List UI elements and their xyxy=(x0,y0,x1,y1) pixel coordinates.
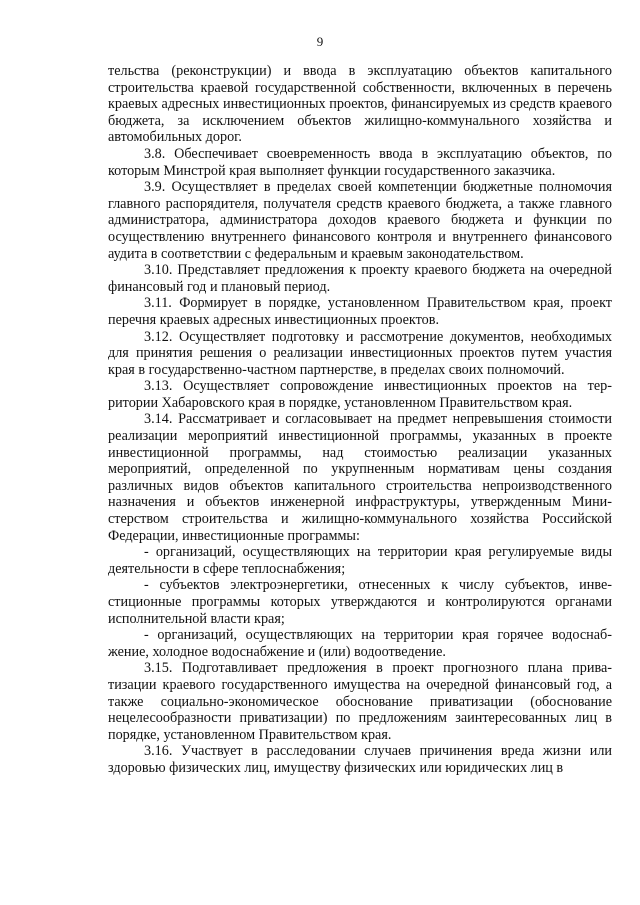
paragraph-0: тельства (реконструкции) и ввода в эксплуатацию объектов капитального строительства краевой государственной собственности, включенных в перечень краевых адресных инвестиционных проектов, финансируемых из средств краевого бюджета, за исключением объектов жилищно-коммунального хозяйства и автомобильных дорог. xyxy=(108,63,612,146)
document-body xyxy=(108,63,612,777)
paragraph-3-15: 3.15. Подготавливает предложения в проект прогнозного плана приватизации краевого государственного имущества на очередной финансовый год, а также социально-экономическое обоснование приватизации (обоснование нецелесообразности приватизации) по предложениям заинтересованных лиц в порядке, установленном Правительством края. xyxy=(108,660,612,743)
paragraph-3-8: 3.8. Обеспечивает своевременность ввода в эксплуатацию объектов, по которым Минстрой края выполняет функции государственного заказчика. xyxy=(108,145,612,179)
list-item-electric-power: - субъектов электроэнергетики, отнесенных к числу субъектов, инвестиционные программы которых утверждаются и контролируются органами исполнительной власти края; xyxy=(108,577,612,627)
paragraph-3-13: 3.13. Осуществляет сопровождение инвестиционных проектов на территории Хабаровского края в порядке, установленном Правительством края. xyxy=(108,378,612,411)
paragraph-3-16: 3.16. Участвует в расследовании случаев причинения вреда жизни или здоровью физических лиц, имуществу физических или юридических лиц в xyxy=(108,743,612,776)
paragraph-3-11: 3.11. Формирует в порядке, установленном Правительством края, проект перечня краевых адресных инвестиционных проектов. xyxy=(108,295,612,328)
paragraph-3-9: 3.9. Осуществляет в пределах своей компетенции бюджетные полномочия главного распорядителя, получателя средств краевого бюджета, а также главного администратора, администратора доходов краевого бюджета и функции по осуществлению внутреннего финансового контроля и внутреннего финансового аудита в соответствии с федеральным и краевым законодательством. xyxy=(108,179,612,262)
paragraph-3-10: 3.10. Представляет предложения к проекту краевого бюджета на очередной финансовый год и плановый период. xyxy=(108,262,612,295)
paragraph-3-14: 3.14. Рассматривает и согласовывает на предмет непревышения стоимости реализации мероприятий инвестиционной программы, указанных в проекте инвестиционной программы, над стоимостью реализации указанных мероприятий, определенной по укрупненным нормативам цены создания различных видов объектов капитального строительства непроизводственного назначения и объектов инженерной инфраструктуры, утвержденным Министерством строительства и жилищно-коммунального хозяйства Российской Федерации, инвестиционные программы: xyxy=(108,411,612,544)
list-item-heat-supply: - организаций, осуществляющих на территории края регулируемые виды деятельности в сфере теплоснабжения; xyxy=(108,544,612,577)
list-item-water-supply: - организаций, осуществляющих на территории края горячее водоснабжение, холодное водоснабжение и (или) водоотведение. xyxy=(108,627,612,660)
page-number: 9 xyxy=(316,34,324,49)
paragraph-3-12: 3.12. Осуществляет подготовку и рассмотрение документов, необходимых для принятия решения о реализации инвестиционных проектов путем участия края в государственно-частном партнерстве, в пределах своих полномочий. xyxy=(108,328,612,378)
